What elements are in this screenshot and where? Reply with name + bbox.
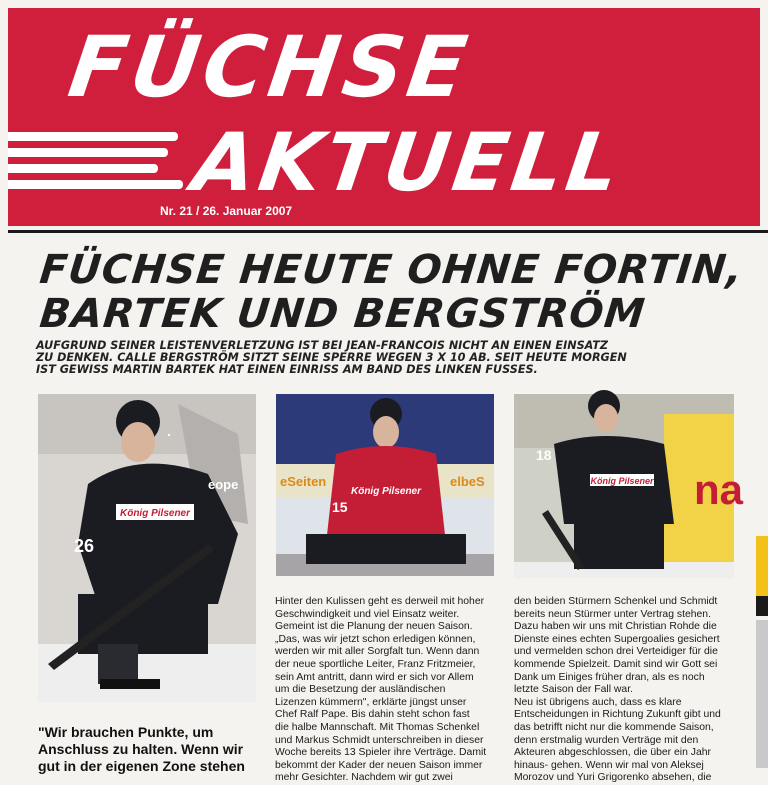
article-line: letzte Saison der Fall war. xyxy=(514,684,633,696)
masthead-title: FÜCHSE xyxy=(63,18,477,116)
article-line: Neu ist übrigens auch, dass es klare xyxy=(514,696,682,708)
article-line: mehr Gesichter. Nachdem wir gut zwei xyxy=(275,772,453,784)
article-line: und vermelden schon drei Verteidiger für die xyxy=(514,646,718,658)
article-line: und Markus Schmidt unterschreiben in dieser xyxy=(275,734,484,746)
masthead-banner xyxy=(8,8,760,226)
jersey-number: 15 xyxy=(332,499,348,515)
article-line: Geschwindigkeit und viel Einsatz weiter. xyxy=(275,608,460,620)
article-line: Woche bereits 13 Spieler ihre Verträge. Damit xyxy=(275,747,487,759)
article-line: Dienste eines echten Supergoalies gesichert xyxy=(514,633,720,645)
board-text: na xyxy=(694,466,744,513)
jersey-brand: eope xyxy=(208,477,239,492)
speed-stripe xyxy=(8,132,178,141)
article-line: denn erstmalig wurden Verträge mit den xyxy=(514,734,699,746)
headline-line-1: FÜCHSE HEUTE OHNE FORTIN, xyxy=(37,247,746,293)
photo-player-right xyxy=(514,394,744,578)
article-line: Chef Ralf Pape. Bis dahin steht schon fast xyxy=(275,709,470,721)
jersey-number: 26 xyxy=(74,536,95,556)
speed-stripe xyxy=(8,164,158,173)
headline-line-2: BARTEK UND BERGSTRÖM xyxy=(37,291,648,337)
article-line: Dank um Einiges früher dran, als es noch xyxy=(514,671,705,683)
article-line: die halbe Mannschaft. Mit Thomas Schenkel xyxy=(275,721,480,733)
board-text: elbeS xyxy=(450,474,485,489)
speed-stripe xyxy=(8,180,183,189)
jersey-sponsor: König Pilsener xyxy=(119,508,191,519)
photo-player-center xyxy=(276,394,494,576)
article-line: Akteuren abgeschlossen, die über ein Jahr xyxy=(514,747,711,759)
article-line: bereits neun Stürmer unter Vertrag stehen. xyxy=(514,608,711,620)
article-line: Entscheidungen in Richtung Zukunft gibt und xyxy=(514,709,721,721)
subheadline-line: IST GEWISS MARTIN BARTEK HAT EINEN EINRISS AM BAND DES LINKEN FUSSES. xyxy=(36,363,538,376)
divider xyxy=(8,230,768,233)
jersey-number: 18 xyxy=(536,447,552,463)
subheadline-line: ZU DENKEN. CALLE BERGSTRÖM SITZT SEINE SPERRE WEGEN 3 X 10 AB. SEIT HEUTE MORGEN xyxy=(36,351,627,364)
subheadline xyxy=(36,340,740,376)
jersey-sponsor: König Pilsener xyxy=(350,486,422,497)
edge-graphic-dark xyxy=(756,596,768,616)
article-line: das betrifft nicht nur die kommende Saison, xyxy=(514,721,714,733)
subheadline-line: AUFGRUND SEINER LEISTENVERLETZUNG IST BEI JEAN-FRANCOIS NICHT AN EINEN EINSATZ xyxy=(36,339,608,352)
article-line: den beiden Stürmern Schenkel und Schmidt xyxy=(514,596,718,607)
article-line: Morozov und Yuri Grigorenko absehen, die xyxy=(514,772,712,784)
article-line: hinaus- gehen. Wenn wir mal von Aleksej xyxy=(514,759,704,771)
article-line: sein Amt antritt, dann wird er sich vor Allem xyxy=(275,671,474,683)
masthead-subtitle: AKTUELL xyxy=(187,116,629,209)
player-illustration xyxy=(276,394,494,576)
edge-graphic-grey xyxy=(756,620,768,768)
article-line: Lizenzen kümmern", erklärte jüngst unser xyxy=(275,696,467,708)
article-line: Gemeint ist die Planung der neuen Saison. xyxy=(275,621,473,633)
article-column-2 xyxy=(514,596,736,785)
article-line: Dazu haben wir uns mit Christian Rohde die xyxy=(514,621,717,633)
article-line: bekommt der Kader der neuen Saison immer xyxy=(275,759,483,771)
photo-player-left xyxy=(38,394,256,702)
player-illustration xyxy=(514,394,744,578)
quote-line: gut in der eigenen Zone stehen xyxy=(38,758,245,774)
article-line: kommende Spielzeit. Damit sind wir Gott sei xyxy=(514,658,718,670)
board-text: eSeiten xyxy=(280,474,327,489)
player-illustration xyxy=(38,394,256,702)
quote-line: "Wir brauchen Punkte, um xyxy=(38,724,214,740)
speed-stripe xyxy=(8,148,168,157)
issue-info: Nr. 21 / 26. Januar 2007 xyxy=(160,204,293,218)
pull-quote xyxy=(38,724,262,775)
article-line: werden wir mit aller Sorgfalt tun. Wenn dann xyxy=(275,646,480,658)
article-line: Hinter den Kulissen geht es derweil mit hoher xyxy=(275,596,485,607)
edge-graphic-yellow xyxy=(756,536,768,596)
article-column-1 xyxy=(275,596,496,785)
article-line: um die Besetzung der ausländischen xyxy=(275,684,446,696)
article-line: „Das, was wir jetzt schon erledigen können, xyxy=(275,633,476,645)
jersey-sponsor: König Pilsener xyxy=(590,476,654,486)
article-line: der neue sportliche Leiter, Franz Fritzmeier, xyxy=(275,658,476,670)
quote-line: Anschluss zu halten. Wenn wir xyxy=(38,741,244,757)
